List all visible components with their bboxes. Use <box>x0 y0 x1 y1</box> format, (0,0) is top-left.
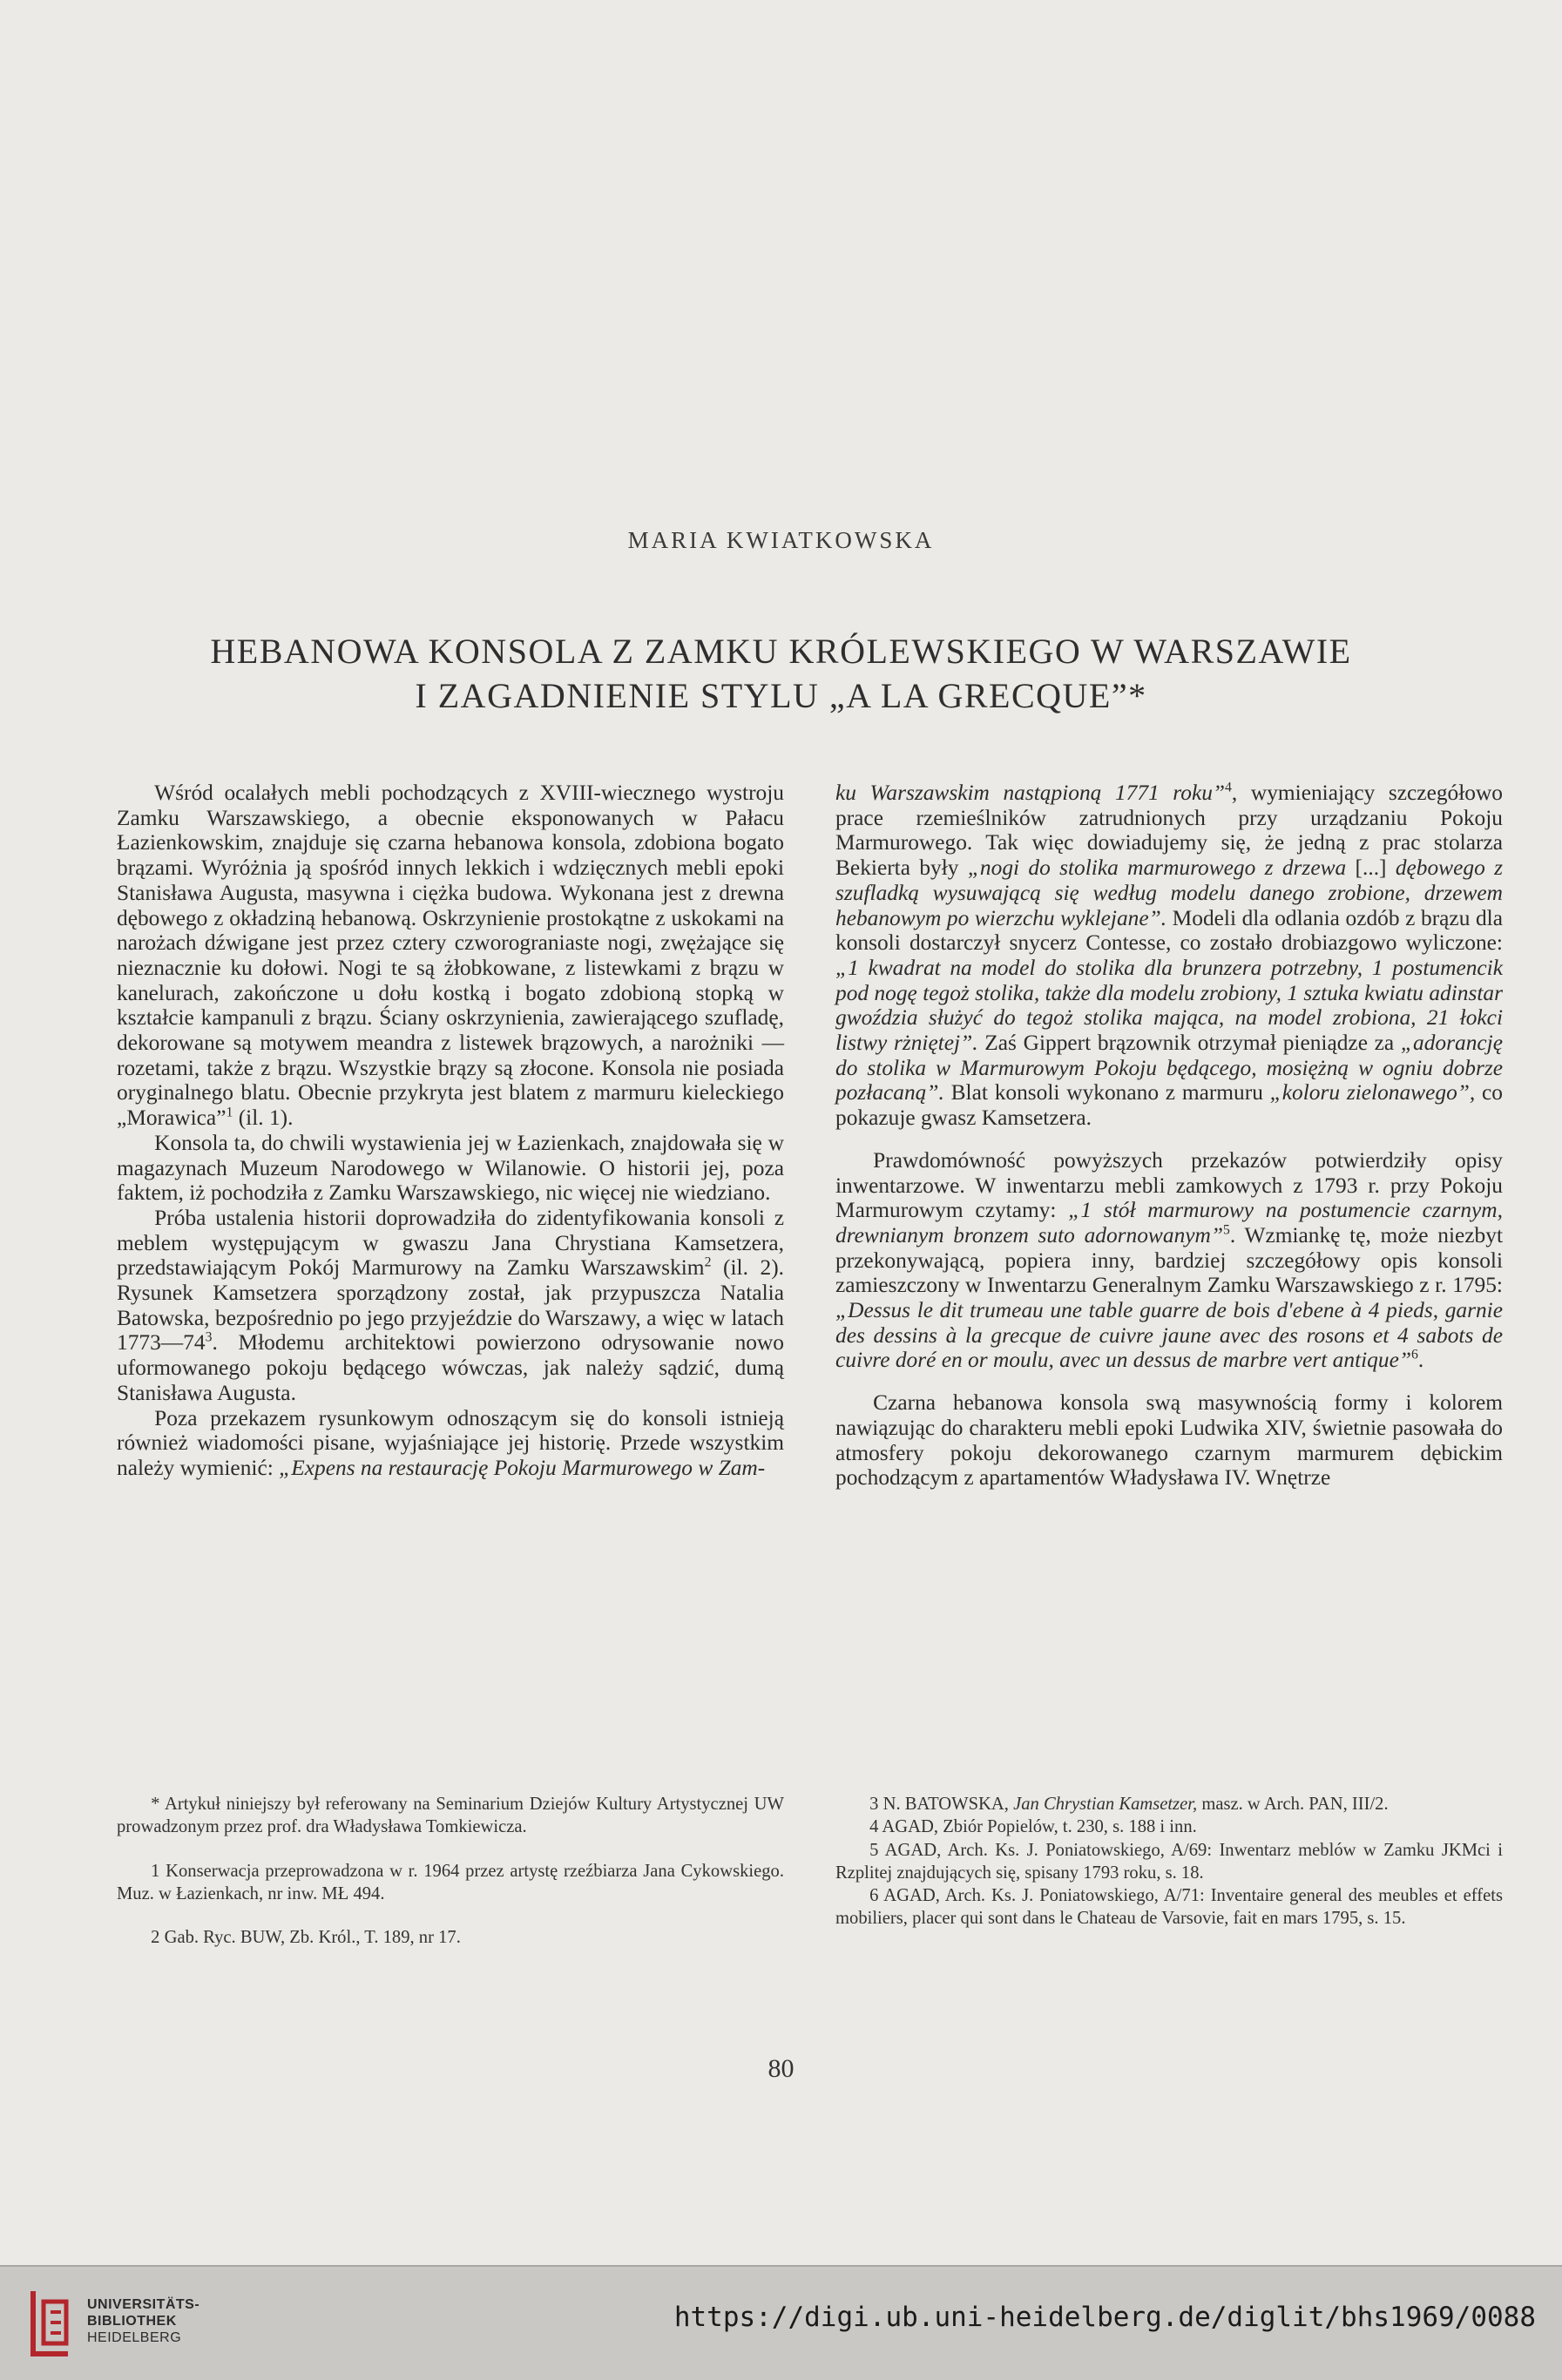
ub-heidelberg-logo-icon <box>24 2286 77 2359</box>
paragraph-4-continued: ku Warszawskim nastąpioną 1771 roku”$^4$, wymieniający szczegółowo prace rzemieślników zatrudnionych przy urządzaniu Pokoju Marmurowego. Tak więc dowiadujemy się, że jedną z prac stolarza Bekierta były „nogi do stolika marmurowego z drzewa [...] dębowego z szufladką wysuwającą się według modelu danego zrobione, drzewem hebanowym po wierzchu wyklejane”. Modeli dla odlania ozdób z brązu dla konsoli dostarczył snycerz Contesse, co zostało drobiazgowo wyliczone: „1 kwadrat na model do stolika dla brunzera potrzebny, 1 postumencik pod nogę tegoż stolika, także dla modelu zrobiony, 1 sztuka kwiatu adinstar gwoździa służyć do tegoż stolika mająca, na model zrobiona, 21 łokci listwy rżniętej”. Zaś Gippert brązownik otrzymał pieniądze za „adorancję do stolika w Marmurowym Pokoju będącego, mosiężną w ogniu dobrze pozłacaną”. Blat konsoli wykonano z marmuru „koloru zielonawego”, co pokazuje gwasz Kamsetzera. <box>835 780 1504 1131</box>
footnote-star: * Artykuł niniejszy był referowany na Seminarium Dziejów Kultury Artystycznej UW prowadzonym przez prof. dra Władysława Tomkiewicza. <box>117 1795 784 1837</box>
viewer-footer-bar <box>0 2265 1562 2380</box>
title-line-2: I ZAGADNIENIE STYLU „A LA GRECQUE”* <box>415 676 1147 715</box>
paragraph-4: Poza przekazem rysunkowym odnoszącym się do konsoli istnieją również wiadomości pisane, wyjaśniające jej historię. Przede wszystkim należy wymienić: „Expens na restaurację Pokoju Marmurowego w Zam- <box>117 1405 784 1480</box>
body-column-right <box>835 781 1503 1491</box>
permalink-url[interactable]: https://digi.ub.uni-heidelberg.de/diglit/bhs1969/0088 <box>673 2302 1536 2333</box>
footnote-2: 2 Gab. Ryc. BUW, Zb. Król., T. 189, nr 17. <box>151 1928 461 1948</box>
author-name: MARIA KWIATKOWSKA <box>627 527 935 553</box>
paragraph-1: Wśród ocalałych mebli pochodzących z XVIII-wiecznego wystroju Zamku Warszawskiego, a obecnie eksponowanych w Pałacu Łazienkowskim, znajduje się czarna hebanowa konsola, zdobiona bogato brązami. Wyróżnia ją spośród innych lekkich i wdzięcznych mebli epoki Stanisława Augusta, masywna i ciężka budowa. Wykonana jest z drewna dębowego z okładziną hebanową. Oskrzynienie prostokątne z uskokami na narożach dźwigane jest przez cztery czworograniaste nogi, zwężające się nieznacznie ku dołowi. Nogi te są żłobkowane, z listewkami z brązu w kanelurach, zakończone u dołu kostką i bogato zdobioną stopką w kształcie kampanuli z brązu. Ściany oskrzynienia, zawierającego szufladę, dekorowane są motywem meandra z listewek brązowych, a narożniki — rozetami, także z brązu. Wszystkie brązy są złocone. Konsola nie posiada oryginalnego blatu. Obecnie przykryta jest blatem z marmuru kieleckiego „Morawica”$^1$ (il. 1). <box>117 781 784 1131</box>
footnote-5: 5 AGAD, Arch. Ks. J. Poniatowskiego, A/69: Inwentarz meblów w Zamku JKMci i Rzplitej znajdujących się, spisany 1793 roku, s. 18. <box>835 1840 1503 1883</box>
footnotes-left <box>117 1793 784 1949</box>
footnote-3: 3 N. BATOWSKA, Jan Chrystian Kamsetzer, masz. w Arch. PAN, III/2. <box>869 1795 1389 1814</box>
footnote-4: 4 AGAD, Zbiór Popielów, t. 230, s. 188 i inn. <box>869 1817 1197 1837</box>
footnote-6: 6 AGAD, Arch. Ks. J. Poniatowskiego, A/71: Inventaire general des meubles et effets mobiliers, placer qui sont dans le Chateau de Varsovie, fait en mars 1795, s. 15. <box>835 1886 1503 1929</box>
logo-line-2: BIBLIOTHEK <box>87 2314 177 2329</box>
footnote-1: 1 Konserwacja przeprowadzona w r. 1964 przez artystę rzeźbiarza Jana Cykowskiego. Muz. w Łazienkach, nr inw. MŁ 494. <box>117 1861 784 1903</box>
article-title <box>139 629 1423 718</box>
title-line-1: HEBANOWA KONSOLA Z ZAMKU KRÓLEWSKIEGO W WARSZAWIE <box>210 632 1352 671</box>
body-column-left <box>117 781 784 1481</box>
paragraph-5: Prawdomówność powyższych przekazów potwierdziły opisy inwentarzowe. W inwentarzu mebli zamkowych z 1793 r. przy Pokoju Marmurowym czytamy: „1 stół marmurowy na postumencie czarnym, drewnianym bronzem suto adornowanym”$^5$. Wzmiankę tę, może niezbyt przekonywającą, popiera inny, bardziej szczegółowy opis konsoli zamieszczony w Inwentarzu Generalnym Zamku Warszawskiego z r. 1795: „Dessus le dit trumeau une table guarre de bois d'ebene à 4 pieds, garnie des dessins à la grecque de cuivre jaune avec des rosons et 4 sabots de cuivre doré en or moulu, avec un dessus de marbre vert antique”$^6$. <box>835 1147 1503 1373</box>
paragraph-6: Czarna hebanowa konsola swą masywnością formy i kolorem nawiązując do charakteru mebli epoki Ludwika XIV, świetnie pasowała do atmosfery pokoju dekorowanego czarnym marmurem dębickim pochodzącym z apartamentów Władysława IV. Wnętrze <box>835 1390 1503 1491</box>
library-logo-text[interactable] <box>87 2296 199 2346</box>
page-number: 80 <box>767 2054 795 2083</box>
paragraph-2: Konsola ta, do chwili wystawienia jej w Łazienkach, znajdowała się w magazynach Muzeum Narodowego w Wilanowie. O historii jej, poza faktem, iż pochodziła z Zamku Warszawskiego, nic więcej nie wiedziano. <box>117 1130 784 1206</box>
paragraph-3: Próba ustalenia historii doprowadziła do zidentyfikowania konsoli z meblem występującym w gwaszu Jana Chrystiana Kamsetzera, przedstawiającym Pokój Marmurowy na Zamku Warszawskim$^2$ (il. 2). Rysunek Kamsetzera sporządzony został, jak przypuszcza Natalia Batowska, bezpośrednio po jego przyjeździe do Warszawy, a więc w latach $1773—74^3$. Młodemu architektowi powierzono odrysowanie nowo uformowanego pokoju będącego wówczas, jak należy sądzić, dumą Stanisława Augusta. <box>117 1205 784 1405</box>
footnotes-right <box>835 1793 1503 1930</box>
logo-line-3: HEIDELBERG <box>87 2330 182 2345</box>
logo-line-1: UNIVERSITÄTS- <box>87 2297 200 2312</box>
